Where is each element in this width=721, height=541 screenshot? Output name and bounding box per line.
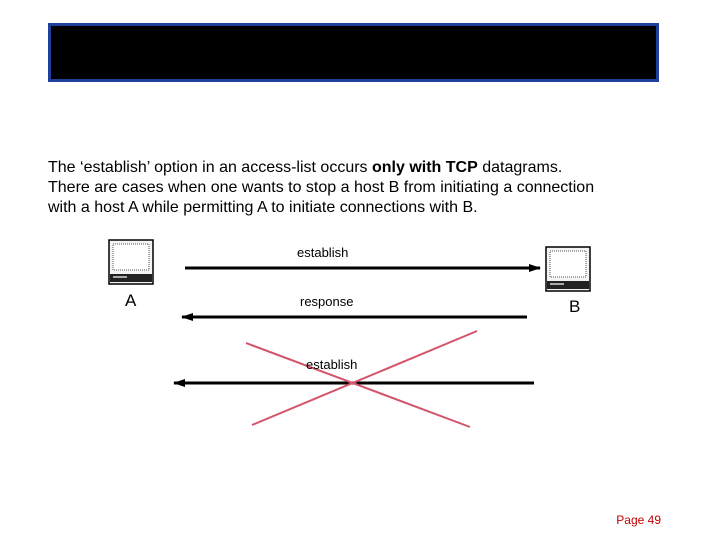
host-a-label: A [125, 291, 137, 310]
text-line-2: There are cases when one wants to stop a host B from initiating a connection [48, 179, 595, 196]
host-b-computer-icon [546, 247, 590, 291]
text-line-1b: datagrams. [477, 159, 563, 176]
label-establish-bottom: establish [306, 357, 358, 372]
text-line-1a: The ‘establish’ option in an access-list occurs [48, 159, 372, 176]
blocked-cross-icon [246, 331, 477, 427]
label-establish-top: establish [297, 245, 349, 260]
page-number: Page 49 [616, 513, 661, 527]
label-response: response [300, 294, 354, 309]
text-line-3: with a host A while permitting A to initiate connections with B. [48, 199, 478, 216]
host-a-computer-icon [109, 240, 153, 284]
text-line-1-bold: only with TCP [372, 159, 478, 176]
host-b-label: B [569, 297, 581, 316]
